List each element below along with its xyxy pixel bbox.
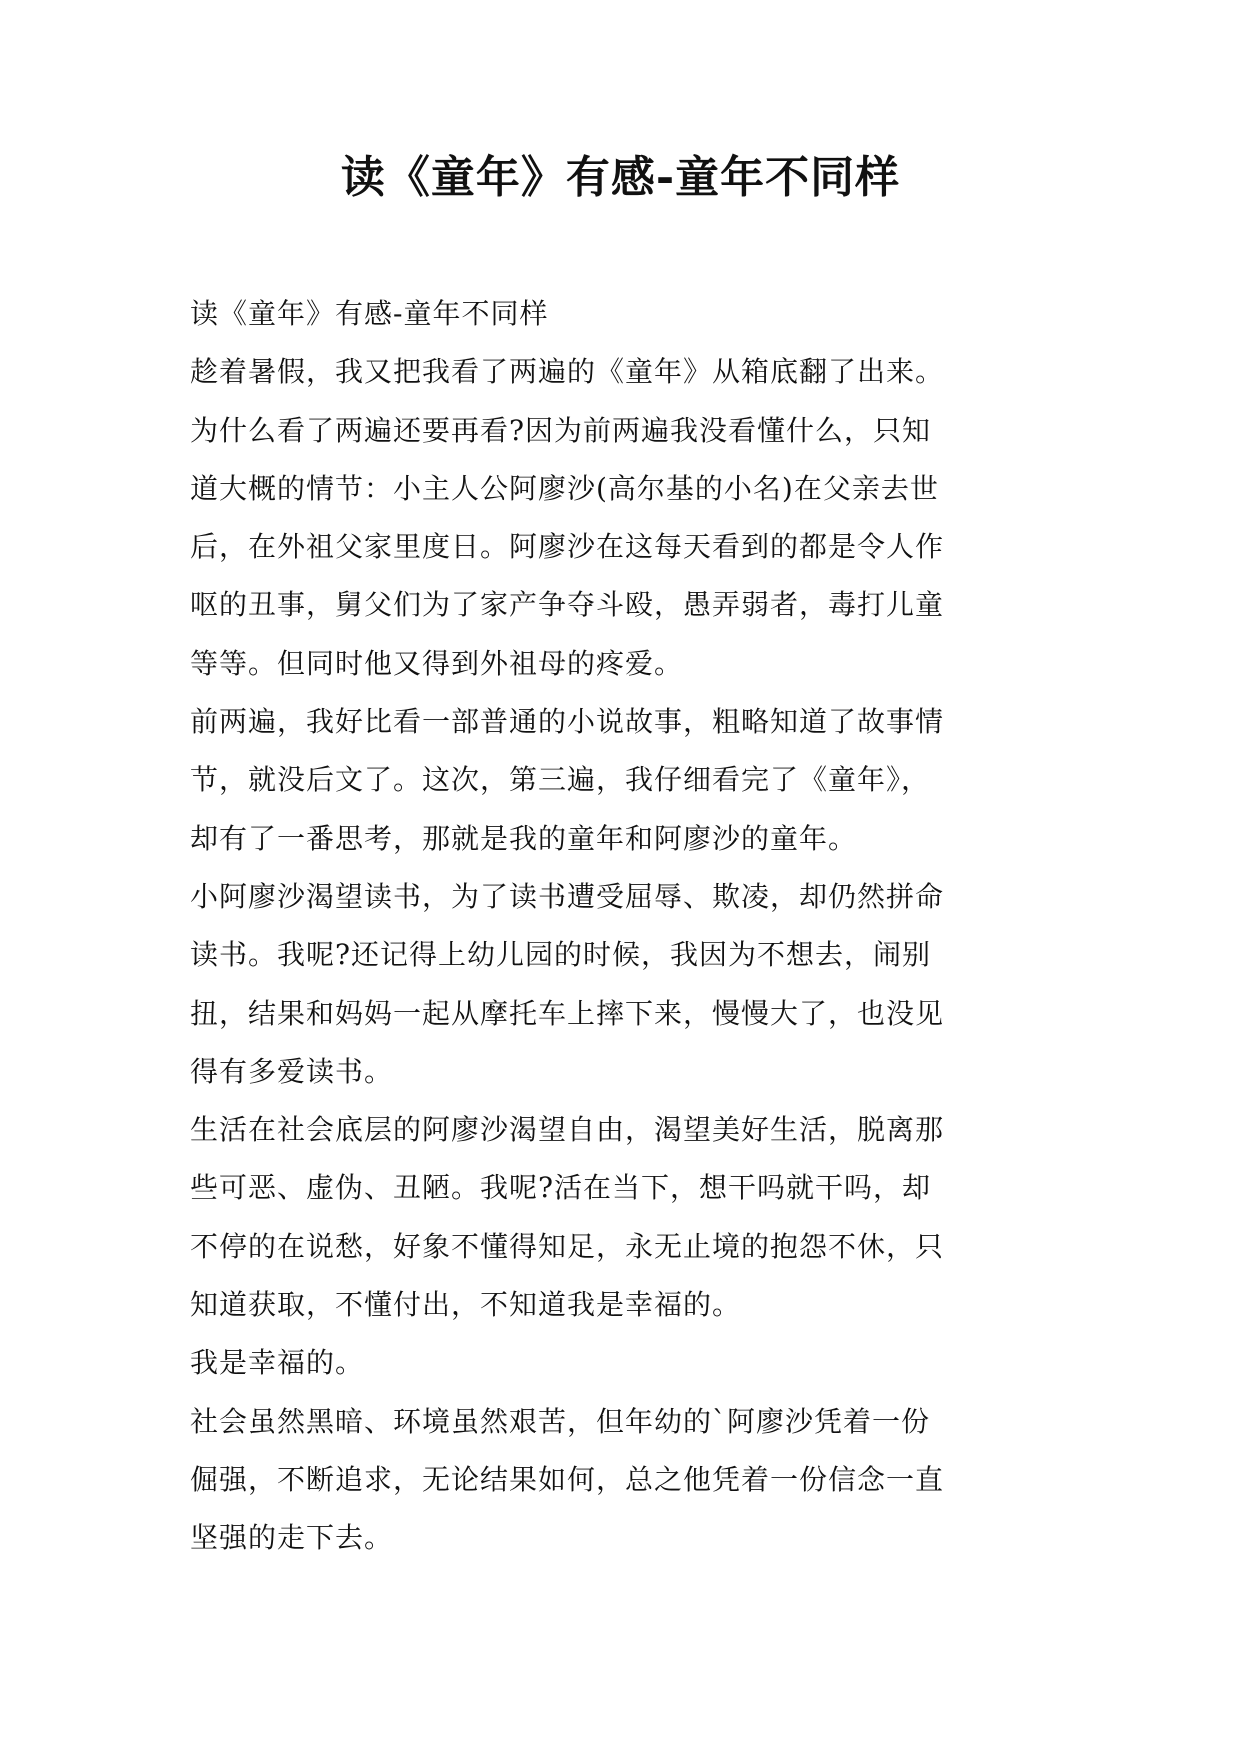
- body-line: 我是幸福的。: [190, 1346, 365, 1380]
- body-line: 扭，结果和妈妈一起从摩托车上摔下来，慢慢大了，也没见: [190, 996, 945, 1030]
- document-body: [190, 285, 1060, 1568]
- body-line: 却有了一番思考，那就是我的童年和阿廖沙的童年。: [190, 821, 858, 855]
- document-title: 读《童年》有感-童年不同样: [340, 152, 901, 203]
- body-line: 社会虽然黑暗、环境虽然艰苦，但年幼的`阿廖沙凭着一份: [190, 1404, 931, 1438]
- body-line: 节，就没后文了。这次，第三遍，我仔细看完了《童年》，: [190, 763, 931, 797]
- body-line: 前两遍，我好比看一部普通的小说故事，粗略知道了故事情: [190, 705, 945, 739]
- body-line: 些可恶、虚伪、丑陋。我呢?活在当下，想干吗就干吗，却: [190, 1171, 932, 1205]
- body-line: 坚强的走下去。: [190, 1521, 394, 1555]
- body-line: 读书。我呢?还记得上幼儿园的时候，我因为不想去，闹别: [190, 938, 932, 972]
- body-line: 呕的丑事，舅父们为了家产争夺斗殴，愚弄弱者，毒打儿童: [190, 588, 945, 622]
- body-line: 等等。但同时他又得到外祖母的疼爱。: [190, 646, 684, 680]
- body-line: 生活在社会底层的阿廖沙渴望自由，渴望美好生活，脱离那: [190, 1113, 945, 1147]
- body-line: 小阿廖沙渴望读书，为了读书遭受屈辱、欺凌，却仍然拼命: [190, 879, 945, 913]
- body-line: 道大概的情节：小主人公阿廖沙(高尔基的小名)在父亲去世: [190, 471, 939, 505]
- body-line: 得有多爱读书。: [190, 1054, 394, 1088]
- body-line: 后，在外祖父家里度日。阿廖沙在这每天看到的都是令人作: [190, 530, 945, 564]
- body-line: 不停的在说愁，好象不懂得知足，永无止境的抱怨不休，只: [190, 1229, 945, 1263]
- body-line: 知道获取，不懂付出，不知道我是幸福的。: [190, 1288, 742, 1322]
- body-line: 为什么看了两遍还要再看?因为前两遍我没看懂什么，只知: [190, 413, 932, 447]
- body-line: 倔强，不断追求，无论结果如何，总之他凭着一份信念一直: [190, 1462, 945, 1496]
- body-line: 读《童年》有感-童年不同样: [190, 297, 549, 330]
- body-line: 趁着暑假，我又把我看了两遍的《童年》从箱底翻了出来。: [190, 355, 945, 389]
